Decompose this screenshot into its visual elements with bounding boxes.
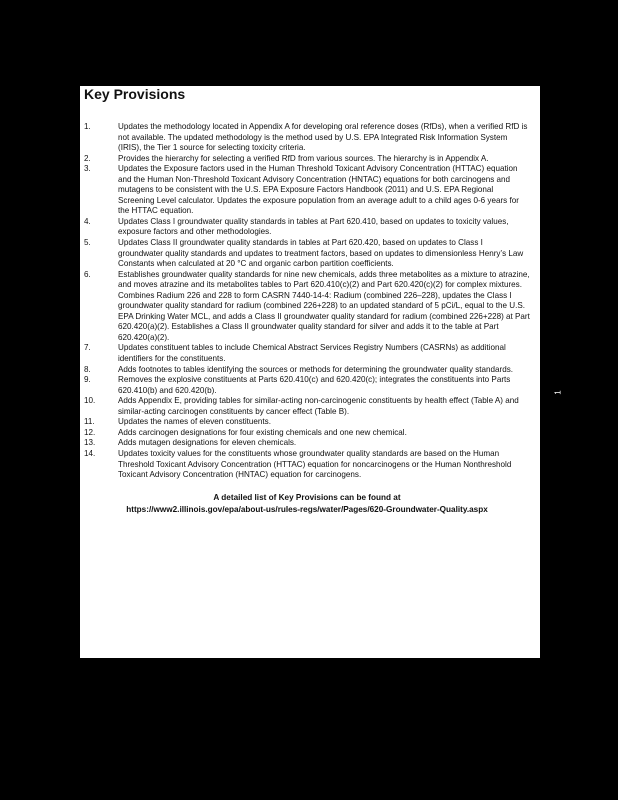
provision-number: 12. — [84, 427, 96, 437]
provisions-list — [84, 122, 530, 481]
provision-number: 8. — [84, 364, 91, 374]
footer — [84, 492, 530, 516]
provision-item — [84, 154, 530, 165]
provision-text: Updates Class II groundwater quality standards in tables at Part 620.420, based on updates to Class I groundwater quality standards and updates to treatment factors, based on updates to dimensionless Henry’s Law Constants when calculated at 20 °C and organic carbon partition coefficients. — [118, 238, 524, 269]
provision-item — [84, 217, 530, 238]
provision-item — [84, 375, 530, 396]
provision-number: 9. — [84, 375, 91, 385]
provision-number: 2. — [84, 153, 91, 163]
document-page — [80, 86, 540, 658]
provision-item — [84, 122, 530, 154]
page-title: Key Provisions — [84, 86, 186, 102]
provision-text: Adds footnotes to tables identifying the sources or methods for determining the groundwater quality standards. — [118, 364, 514, 374]
provision-item — [84, 343, 530, 364]
provision-text: Adds carcinogen designations for four existing chemicals and one new chemical. — [118, 427, 407, 437]
provision-text: Removes the explosive constituents at Parts 620.410(c) and 620.420(c); integrates the constituents into Parts 620.410(b) and 620.420(b). — [118, 375, 511, 395]
page-number: 1 — [553, 390, 563, 395]
provision-text: Updates toxicity values for the constituents whose groundwater quality standards are based on the Human Threshold Toxicant Advisory Concentration (HTTAC) equation for noncarcinogens or the Human Nonthreshold Toxicant Advisory Concentration (HNTAC) equation for carcinogens. — [118, 448, 512, 480]
footer-text: A detailed list of Key Provisions can be found at — [213, 492, 401, 502]
provision-item — [84, 365, 530, 376]
provision-item — [84, 438, 530, 449]
provision-item — [84, 270, 530, 344]
provision-item — [84, 164, 530, 217]
provision-text: Updates the Exposure factors used in the Human Threshold Toxicant Advisory Concentration (HTTAC) equation and the Human Non-Threshold Toxicant Advisory Concentration (HNTAC) equations for both carcinogens and mutagens to be consistent with the U.S. EPA Exposure Factors Handbook (2011) and U.S. EPA Regional Screening Level calculator. Updates the exposure population from an average adult to a child ages 0-6 years for the HTTAC equation. — [118, 164, 519, 216]
provision-number: 13. — [84, 438, 96, 448]
provision-text: Updates the names of eleven constituents. — [118, 417, 271, 427]
provision-number: 1. — [84, 122, 91, 131]
provision-number: 11. — [84, 417, 95, 427]
provision-text: Provides the hierarchy for selecting a verified RfD from various sources. The hierarchy is in Appendix A. — [118, 153, 489, 163]
provision-number: 6. — [84, 269, 91, 279]
provision-text: Adds mutagen designations for eleven chemicals. — [118, 438, 297, 448]
provision-number: 10. — [84, 396, 96, 406]
provision-number: 14. — [84, 448, 96, 458]
provision-number: 3. — [84, 164, 91, 174]
provision-text: Establishes groundwater quality standards for nine new chemicals, adds three metabolites as a mixture to atrazine, and moves atrazine and its metabolites tables to Part 620.410(c)(2) and Part 620.420(c)(2) for complex mixtures. Combines Radium 226 and 228 to form CASRN 7440-14-4: Radium (combined 226–228), updates the Class I groundwater quality standard for radium (combined 226+228) to an updated standard of 5 pCi/L, equal to the U.S. EPA Drinking Water MCL, and adds a Class II groundwater quality standard for radium (combined 226+228) at Part 620.420(a)(2). Establishes a Class II groundwater quality standard for silver and adds it to the table at Part 620.420(a)(2). — [118, 269, 530, 342]
provision-item — [84, 396, 530, 417]
provision-number: 7. — [84, 343, 91, 353]
provision-item — [84, 428, 530, 439]
provision-text: Updates the methodology located in Appendix A for developing oral reference doses (RfDs), when a verified RfD is not available. The updated methodology is the method used by U.S. EPA Integrated Risk Information System (IRIS), the Tier 1 source for selecting toxicity criteria. — [118, 122, 528, 153]
provision-text: Updates constituent tables to include Chemical Abstract Services Registry Numbers (CASRNs) as additional identifiers for the constituents. — [118, 343, 506, 364]
provision-number: 5. — [84, 238, 91, 248]
provision-item — [84, 238, 530, 270]
provision-number: 4. — [84, 216, 91, 226]
provision-text: Updates Class I groundwater quality standards in tables at Part 620.410, based on updates to toxicity values, exposure factors and other methodologies. — [118, 216, 509, 237]
provision-item — [84, 417, 530, 428]
provision-item — [84, 449, 530, 481]
provision-text: Adds Appendix E, providing tables for similar-acting non-carcinogenic constituents by health effect (Table A) and similar-acting carcinogen constituents by cancer effect (Table B). — [118, 396, 519, 416]
footer-url: https://www2.illinois.gov/epa/about-us/rules-regs/water/Pages/620-Groundwater-Quality.aspx — [126, 504, 488, 514]
